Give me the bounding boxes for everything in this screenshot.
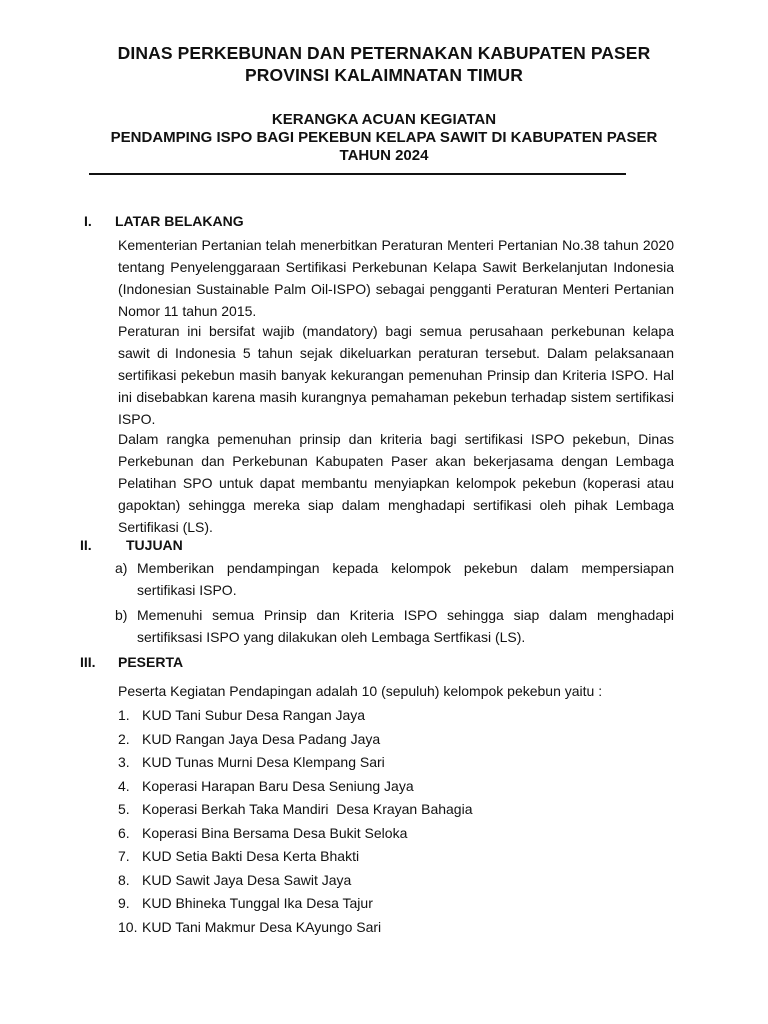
list-number: 4. [118,777,130,794]
list-item [118,869,674,893]
list-item [118,775,674,799]
objective-marker: a) [115,560,128,576]
list-number: 9. [118,895,130,911]
list-number: 10. [118,918,138,935]
document-title-line-2: PENDAMPING ISPO BAGI PEKEBUN KELAPA SAWIT DI KABUPATEN PASER [110,129,658,146]
list-number: 7. [118,848,130,864]
list-number: 5. [118,801,130,817]
section-title: TUJUAN [126,537,183,553]
organization-name: DINAS PERKEBUNAN DAN PETERNAKAN KABUPATEN PASER [117,43,651,63]
participant-name: KUD Tani Makmur Desa KAyungo Sari [142,918,382,935]
participant-name: KUD Tani Subur Desa Rangan Jaya [142,707,366,723]
section-number: III. [80,654,96,670]
objective-item [115,604,674,648]
participant-name: Koperasi Bina Bersama Desa Bukit Seloka [142,824,408,841]
organization-header [0,42,768,86]
list-item [118,704,674,728]
list-number: 6. [118,824,130,841]
paragraph: Dalam rangka pemenuhan prinsip dan kriteria bagi sertifikasi ISPO pekebun, Dinas Perkebunan dan Perkebunan Kabupaten Paser akan bekerjasama dengan Lembaga Pelatihan SPO untuk dapat membantu menyiapkan kelompok pekebun (koperasi atau gapoktan) sehingga mereka siap dalam menghadapi sertifikasi oleh pihak Lembaga Sertifikasi (LS). [118,431,674,535]
objective-text: Memberikan pendampingan kepada kelompok pekebun dalam mempersiapan sertifikasi ISPO. [137,560,674,598]
participants-list [118,704,674,939]
list-item [118,751,674,775]
objective-item [115,557,674,601]
list-number: 1. [118,707,130,723]
list-item [118,845,674,869]
organization-province: PROVINSI KALAIMNATAN TIMUR [244,65,524,85]
list-item [118,892,674,916]
participants-intro: Peserta Kegiatan Pendapingan adalah 10 (sepuluh) kelompok pekebun yaitu : [118,683,603,699]
list-number: 8. [118,871,130,888]
section-number: II. [80,537,92,553]
document-title-line-1: KERANGKA ACUAN KEGIATAN [271,111,497,128]
section-title: LATAR BELAKANG [115,213,244,229]
document-title-line-3: TAHUN 2024 [339,147,429,164]
participant-name: KUD Bhineka Tunggal Ika Desa Tajur [142,895,373,911]
participant-name: KUD Setia Bakti Desa Kerta Bhakti [142,848,360,864]
list-number: 3. [118,754,130,770]
participant-name: KUD Tunas Murni Desa Klempang Sari [142,754,385,770]
list-number: 2. [118,730,130,747]
paragraph: Kementerian Pertanian telah menerbitkan Peraturan Menteri Pertanian No.38 tahun 2020 tentang Penyelenggaraan Sertifikasi Perkebunan Kelapa Sawit Berkelanjutan Indonesia (Indonesian Sustainable Palm Oil-ISPO) sebagai pengganti Peraturan Menteri Pertanian Nomor 11 tahun 2015. [118,237,674,319]
paragraph: Peraturan ini bersifat wajib (mandatory) bagi semua perusahaan perkebunan kelapa sawit di Indonesia 5 tahun sejak dikeluarkan peraturan tersebut. Dalam pelaksanaan sertifikasi pekebun masih banyak kekurangan pemenuhan Prinsip dan Kriteria ISPO. Hal ini disebabkan karena masih kurangnya pemahaman pekebun terhadap sistem sertifikasi ISPO. [118,323,674,427]
participant-name: Koperasi Harapan Baru Desa Seniung Jaya [142,777,414,794]
participant-name: KUD Rangan Jaya Desa Padang Jaya [142,730,381,747]
participant-name: Koperasi Berkah Taka Mandiri Desa Krayan Bahagia [142,801,473,817]
list-item [118,728,674,752]
section-title: PESERTA [118,654,184,670]
title-divider [89,173,626,175]
list-item [118,798,674,822]
participant-name: KUD Sawit Jaya Desa Sawit Jaya [142,871,352,888]
document-title [0,111,768,165]
section-number: I. [84,213,92,229]
objective-text: Memenuhi semua Prinsip dan Kriteria ISPO sehingga siap dalam menghadapi sertifiksasi ISPO yang dilakukan oleh Lembaga Sertfikasi (LS). [137,607,674,645]
objective-marker: b) [115,607,128,623]
list-item [118,822,674,846]
list-item [118,916,674,940]
